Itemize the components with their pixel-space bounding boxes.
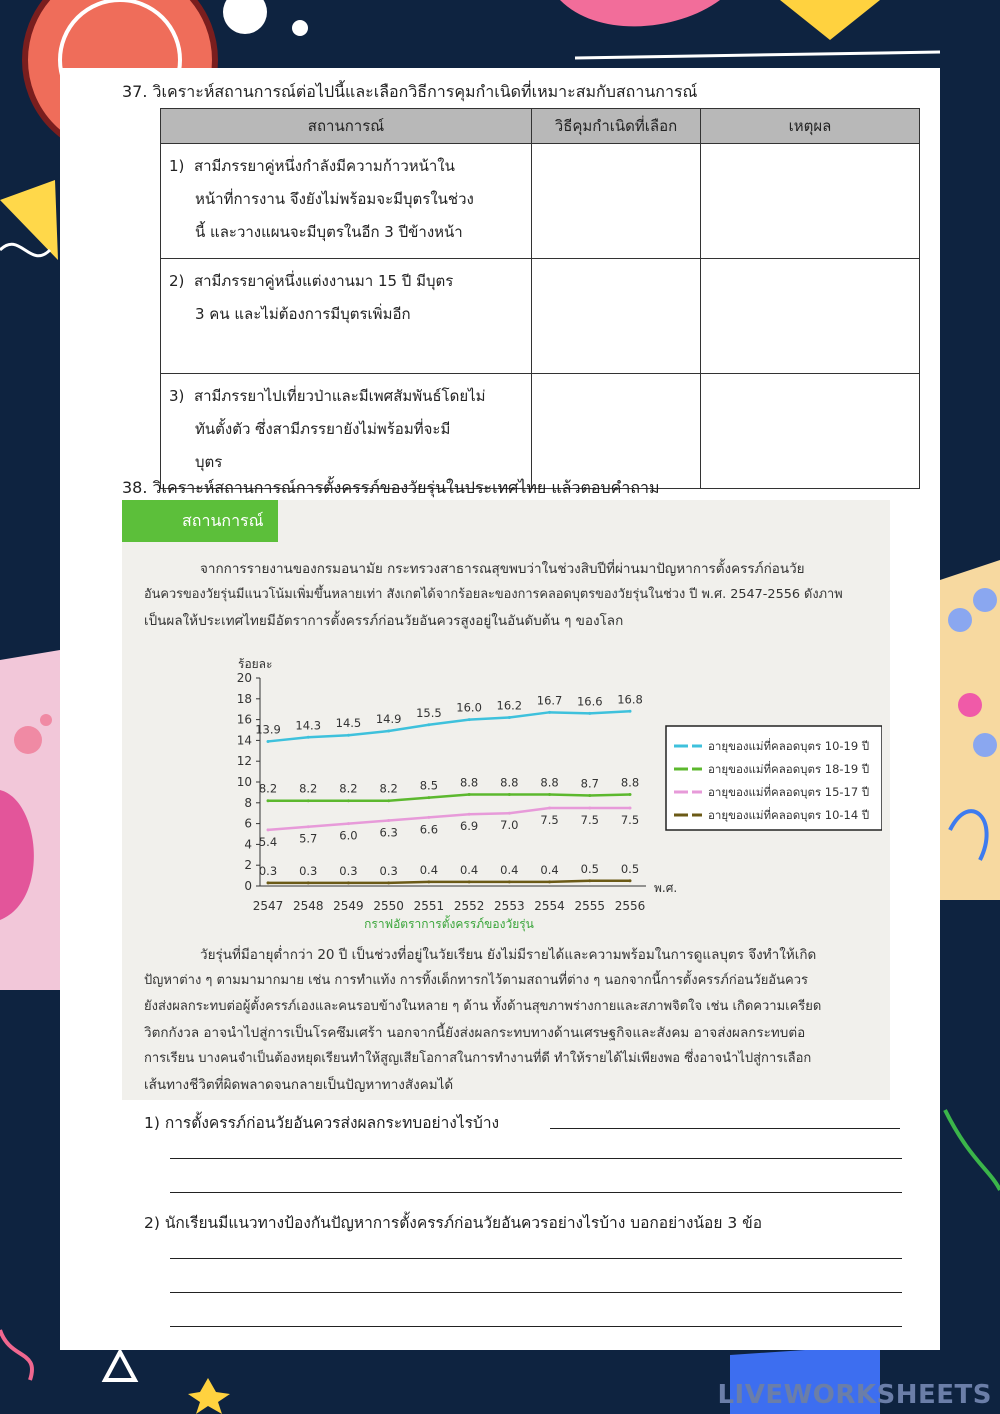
data-point <box>468 718 471 721</box>
y-tick-label: 18 <box>236 691 252 706</box>
method-answer-cell[interactable] <box>532 374 701 489</box>
data-point <box>548 711 551 714</box>
data-point <box>387 819 390 822</box>
data-label: 0.3 <box>379 863 398 878</box>
table-row <box>161 259 920 374</box>
data-label: 14.5 <box>335 716 362 731</box>
answer-line-2b[interactable] <box>170 1292 902 1293</box>
y-tick-label: 10 <box>236 775 252 789</box>
series-line <box>268 794 630 800</box>
data-point <box>629 807 632 810</box>
scanned-textbook-section <box>122 500 890 1100</box>
x-tick-label: 2551 <box>413 899 445 913</box>
data-label: 0.4 <box>500 862 519 877</box>
legend-entry: อายุของแม่ที่คลอดบุตร 10-14 ปี <box>708 808 870 822</box>
legend-entry: อายุของแม่ที่คลอดบุตร 18-19 ปี <box>708 762 870 776</box>
body-line: เส้นทางชีวิตที่ผิดพลาดจนกลายเป็นปัญหาทางสังคมได้ <box>144 1077 454 1093</box>
y-tick-label: 20 <box>236 671 252 685</box>
data-label: 8.2 <box>379 781 398 796</box>
q37-heading: 37. วิเคราะห์สถานการณ์ต่อไปนี้และเลือกวิธีการคุมกำเนิดที่เหมาะสมกับสถานการณ์ <box>122 82 698 101</box>
data-label: 6.0 <box>339 828 358 843</box>
data-label: 14.9 <box>375 712 402 727</box>
answer-line-1a[interactable] <box>550 1128 900 1129</box>
data-label: 7.5 <box>620 813 640 827</box>
y-tick-label: 2 <box>244 858 252 873</box>
answer-line-1c[interactable] <box>170 1192 902 1193</box>
y-tick-label: 4 <box>244 837 252 852</box>
data-label: 5.7 <box>299 831 318 846</box>
data-label: 7.0 <box>500 818 519 833</box>
data-label: 0.3 <box>258 863 278 878</box>
data-label: 8.2 <box>299 781 318 796</box>
data-point <box>387 730 390 733</box>
situation-cell <box>161 259 532 374</box>
data-label: 5.4 <box>258 834 278 849</box>
data-label: 6.6 <box>419 822 439 837</box>
data-point <box>508 793 511 796</box>
row-number: 2) <box>169 272 185 290</box>
situation-table <box>160 108 920 489</box>
data-point <box>347 799 350 802</box>
situation-cell <box>161 144 532 259</box>
situation-line: หน้าที่การงาน จึงยังไม่พร้อมจะมีบุตรในช่วง <box>195 190 474 208</box>
x-tick-label: 2550 <box>373 899 404 913</box>
row-number: 1) <box>169 157 185 175</box>
reason-answer-cell[interactable] <box>701 259 920 374</box>
data-point <box>548 880 551 883</box>
table-row <box>161 144 920 259</box>
question-1: 1) การตั้งครรภ์ก่อนวัยอันควรส่งผลกระทบอย่างไรบ้าง <box>144 1114 500 1132</box>
situation-line: สามีภรรยาคู่หนึ่งกำลังมีความก้าวหน้าใน <box>193 157 455 175</box>
intro-line: จากการรายงานของกรมอนามัย กระทรวงสาธารณสุขพบว่าในช่วงสิบปีที่ผ่านมาปัญหาการตั้งครรภ์ก่อนวัย <box>200 561 805 577</box>
body-paragraph <box>144 942 884 1098</box>
data-label: 0.5 <box>580 861 599 876</box>
question-2: 2) นักเรียนมีแนวทางป้องกันปัญหาการตั้งครรภ์ก่อนวัยอันควรอย่างไรบ้าง บอกอย่างน้อย 3 ข้อ <box>144 1214 763 1232</box>
q38-heading: 38. วิเคราะห์สถานการณ์การตั้งครรภ์ของวัยรุ่นในประเทศไทย แล้วตอบคำถาม <box>122 478 660 497</box>
data-label: 16.6 <box>576 694 603 709</box>
data-point <box>548 807 551 810</box>
x-tick-label: 2552 <box>453 899 485 913</box>
data-point <box>347 822 350 825</box>
row-number: 3) <box>169 387 185 405</box>
x-tick-label: 2547 <box>252 899 284 913</box>
data-label: 8.8 <box>620 775 640 790</box>
body-line: วัยรุ่นที่มีอายุต่ำกว่า 20 ปี เป็นช่วงที่อยู่ในวัยเรียน ยังไม่มีรายได้และความพร้อมในการดูแลบุตร จึงทำให้เกิด <box>200 947 817 963</box>
data-point <box>347 881 350 884</box>
data-point <box>468 880 471 883</box>
data-label: 7.5 <box>540 813 559 827</box>
reason-answer-cell[interactable] <box>701 144 920 259</box>
data-label: 8.8 <box>459 775 479 790</box>
data-point <box>387 881 390 884</box>
data-label: 16.8 <box>617 692 643 707</box>
data-point <box>267 740 270 743</box>
data-point <box>468 813 471 816</box>
data-label: 7.5 <box>580 813 599 827</box>
data-point <box>267 881 270 884</box>
situation-line: บุตร <box>195 453 223 471</box>
intro-line: อันควรของวัยรุ่นมีแนวโน้มเพิ่มขึ้นหลายเท่า สังเกตได้จากร้อยละของการคลอดบุตรของวัยรุ่นในช่วง ปี พ.ศ. 2547-2556 ดังภาพ <box>144 587 843 602</box>
y-tick-label: 0 <box>244 879 252 893</box>
y-tick-label: 12 <box>236 754 252 769</box>
data-point <box>468 793 471 796</box>
worksheet-paper <box>60 68 940 1350</box>
data-point <box>508 716 511 719</box>
data-label: 6.9 <box>459 819 479 834</box>
y-tick-label: 16 <box>236 712 252 727</box>
situation-line: ทันตั้งตัว ซึ่งสามีภรรยายังไม่พร้อมที่จะมี <box>195 420 451 438</box>
data-point <box>307 825 310 828</box>
data-label: 8.5 <box>419 778 439 793</box>
method-answer-cell[interactable] <box>532 144 701 259</box>
situation-tag: สถานการณ์ <box>122 500 278 542</box>
intro-paragraph <box>144 556 884 634</box>
data-point <box>588 712 591 715</box>
data-point <box>548 793 551 796</box>
data-label: 8.2 <box>258 781 278 796</box>
situation-line: สามีภรรยาไปเที่ยวป่าและมีเพศสัมพันธ์โดยไม่ <box>193 387 486 405</box>
x-tick-label: 2548 <box>292 899 324 913</box>
body-line: ยังส่งผลกระทบต่อผู้ตั้งครรภ์เองและคนรอบข้างในหลาย ๆ ด้าน ทั้งด้านสุขภาพร่างกายและสภาพจิตใจ เช่น เกิดความเครียด <box>144 999 822 1014</box>
method-answer-cell[interactable] <box>532 259 701 374</box>
data-point <box>267 828 270 831</box>
series-line <box>268 711 630 741</box>
data-point <box>629 879 632 882</box>
data-label: 8.7 <box>580 776 599 791</box>
data-label: 16.7 <box>536 693 563 708</box>
liveworksheets-watermark: LIVEWORKSHEETS <box>717 1380 992 1410</box>
answer-line-1b[interactable] <box>170 1158 902 1159</box>
table-row <box>161 374 920 489</box>
body-line: วิตกกังวล อาจนำไปสู่การเป็นโรคซึมเศร้า นอกจากนี้ยังส่งผลกระทบทางด้านเศรษฐกิจและสังคม อาจส่งผลกระทบต่อ <box>144 1025 806 1041</box>
data-label: 0.4 <box>419 862 439 877</box>
situation-line: สามีภรรยาคู่หนึ่งแต่งงานมา 15 ปี มีบุตร <box>193 272 454 290</box>
situation-cell <box>161 374 532 489</box>
body-line: ปัญหาต่าง ๆ ตามมามากมาย เช่น การทำแท้ง การทิ้งเด็กทารกไว้ตามสถานที่ต่าง ๆ นอกจากนี้การตั้งครรภ์ก่อนวัยอันควร <box>144 973 808 988</box>
body-line: การเรียน บางคนจำเป็นต้องหยุดเรียนทำให้สูญเสียโอกาสในการทำงานที่ดี ทำให้รายได้ไม่เพียงพอ ซึ่งอาจนำไปสู่การเลือก <box>144 1051 812 1066</box>
answer-line-2c[interactable] <box>170 1326 902 1327</box>
reason-answer-cell[interactable] <box>701 374 920 489</box>
x-axis-label: พ.ศ. <box>654 881 678 895</box>
data-label: 0.4 <box>540 862 559 877</box>
data-point <box>508 880 511 883</box>
x-tick-label: 2549 <box>333 899 364 913</box>
series-line <box>268 881 630 883</box>
data-point <box>427 816 430 819</box>
data-point <box>387 799 390 802</box>
col-header-method: วิธีคุมกำเนิดที่เลือก <box>532 109 701 144</box>
data-point <box>307 881 310 884</box>
col-header-situation: สถานการณ์ <box>161 109 532 144</box>
situation-line: 3 คน และไม่ต้องการมีบุตรเพิ่มอีก <box>195 305 411 323</box>
data-point <box>629 793 632 796</box>
y-tick-label: 8 <box>244 795 252 810</box>
data-label: 0.5 <box>620 861 640 876</box>
table-header-row <box>161 109 920 144</box>
data-point <box>267 799 270 802</box>
teen-pregnancy-chart <box>122 650 882 960</box>
legend-entry: อายุของแม่ที่คลอดบุตร 15-17 ปี <box>708 785 870 799</box>
data-label: 8.8 <box>500 775 519 790</box>
x-tick-label: 2553 <box>494 899 525 913</box>
data-label: 14.3 <box>295 718 322 733</box>
situation-line: นี้ และวางแผนจะมีบุตรในอีก 3 ปีข้างหน้า <box>195 223 463 241</box>
data-point <box>307 799 310 802</box>
data-point <box>427 723 430 726</box>
data-label: 0.3 <box>299 863 318 878</box>
data-label: 13.9 <box>255 722 281 737</box>
data-label: 16.2 <box>496 698 523 713</box>
x-tick-label: 2556 <box>614 899 646 913</box>
data-point <box>588 807 591 810</box>
data-point <box>629 710 632 713</box>
data-label: 8.8 <box>540 775 559 790</box>
data-point <box>307 736 310 739</box>
data-point <box>588 794 591 797</box>
data-label: 0.4 <box>459 862 479 877</box>
data-label: 8.2 <box>339 781 358 796</box>
data-point <box>427 880 430 883</box>
data-point <box>508 812 511 815</box>
y-axis-label: ร้อยละ <box>238 657 273 671</box>
y-tick-label: 6 <box>244 816 252 831</box>
answer-line-2a[interactable] <box>170 1258 902 1259</box>
data-point <box>588 879 591 882</box>
data-label: 6.3 <box>379 825 398 840</box>
data-point <box>347 734 350 737</box>
data-point <box>427 796 430 799</box>
x-tick-label: 2555 <box>574 899 606 913</box>
intro-line: เป็นผลให้ประเทศไทยมีอัตราการตั้งครรภ์ก่อนวัยอันควรสูงอยู่ในอันดับต้น ๆ ของโลก <box>144 613 624 629</box>
col-header-reason: เหตุผล <box>701 109 920 144</box>
chart-title: กราฟอัตราการตั้งครรภ์ของวัยรุ่น <box>364 917 534 931</box>
y-tick-label: 14 <box>236 733 252 748</box>
data-label: 0.3 <box>339 863 358 878</box>
data-label: 15.5 <box>416 705 442 720</box>
legend-entry: อายุของแม่ที่คลอดบุตร 10-19 ปี <box>708 739 870 753</box>
data-label: 16.0 <box>456 700 482 715</box>
x-tick-label: 2554 <box>534 899 565 913</box>
